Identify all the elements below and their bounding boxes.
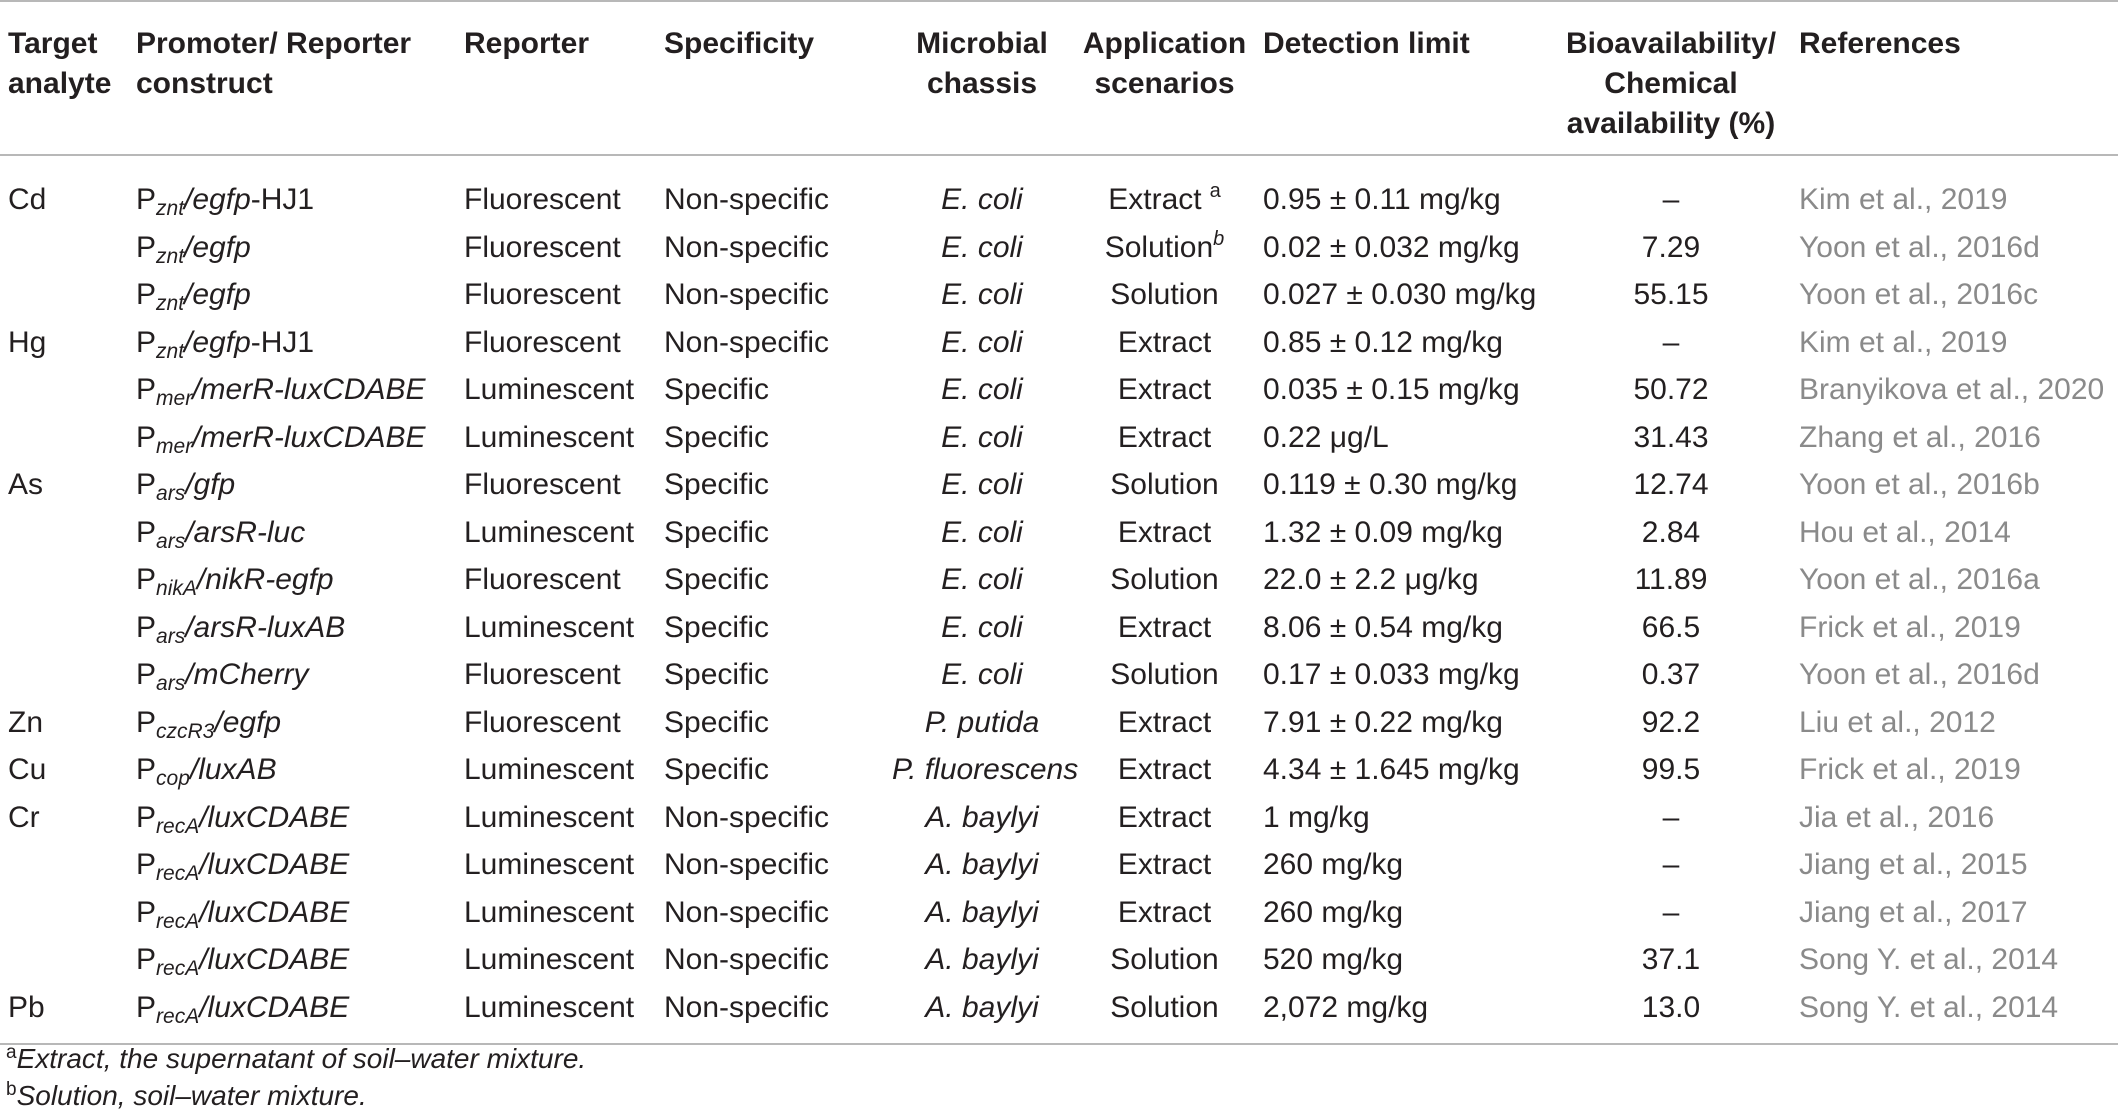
cell-application-scenario: [1072, 984, 1257, 1045]
cell-detection-limit: 8.06 ± 0.54 mg/kg: [1263, 610, 1503, 644]
cell-bioavailability: 92.2: [1641, 705, 1701, 739]
cell-application-scenario: [1072, 936, 1257, 984]
cell-target-analyte: [0, 224, 124, 272]
footnote-marker: b: [1213, 227, 1225, 250]
promoter-subscript: znt: [156, 244, 185, 268]
reporter-gene: /merR-luxCDABE: [192, 373, 426, 406]
cell-specificity: Non-specific: [664, 325, 830, 359]
application-label: Extract: [1117, 325, 1212, 359]
cell-target-analyte: [0, 556, 124, 604]
application-label: Solution: [1110, 468, 1219, 501]
cell-reference: Song Y. et al., 2014: [1799, 943, 2059, 976]
application-label: Extract: [1117, 800, 1212, 834]
cell-detection-limit: 520 mg/kg: [1263, 943, 1404, 976]
cell-promoter-construct: [124, 604, 456, 652]
cell-bioavailability: –: [1662, 895, 1680, 929]
cell-reporter: Fluorescent: [464, 183, 621, 216]
reporter-gene: /merR-luxCDABE: [192, 420, 426, 454]
cell-promoter-construct: [124, 509, 456, 557]
cell-reporter: Luminescent: [464, 373, 635, 406]
cell-promoter-construct: [124, 271, 456, 319]
cell-detection-limit: 0.035 ± 0.15 mg/kg: [1263, 373, 1520, 406]
table-row: [0, 984, 2118, 1045]
reporter-gene: /egfp: [214, 705, 282, 739]
cell-detection-limit: 2,072 mg/kg: [1257, 984, 1555, 1045]
cell-application-scenario: [1072, 319, 1257, 367]
cell-application-scenario: [1072, 651, 1257, 699]
reporter-gene: /egfp: [184, 278, 251, 311]
cell-target-analyte: [0, 746, 124, 794]
reporter-gene: /luxCDABE: [199, 990, 350, 1024]
table-row: [0, 604, 2118, 652]
cell-bioavailability: –: [1662, 183, 1680, 216]
cell-target-analyte: [0, 604, 124, 652]
promoter-letter: P: [136, 753, 157, 786]
cell-promoter-construct: [124, 155, 456, 224]
cell-microbial-chassis: E. coli: [941, 420, 1023, 454]
table-row: [0, 936, 2118, 984]
table-row: [0, 699, 2118, 747]
promoter-subscript: recA: [156, 814, 200, 838]
reporter-gene: /luxCDABE: [199, 895, 350, 929]
cell-bioavailability: 13.0: [1555, 984, 1787, 1045]
cell-microbial-chassis: E. coli: [941, 658, 1023, 691]
cell-reference: Yoon et al., 2016d: [1799, 230, 2040, 264]
cell-reference: Kim et al., 2019: [1799, 325, 2008, 359]
cell-target-analyte: [0, 461, 124, 509]
cell-microbial-chassis: A. baylyi: [925, 943, 1039, 976]
analyte-label: Cd: [8, 183, 47, 216]
cell-specificity: Non-specific: [664, 800, 830, 834]
promoter-letter: P: [136, 468, 157, 501]
cell-reporter: Luminescent: [464, 943, 635, 976]
cell-reference: Branyikova et al., 2020: [1799, 373, 2105, 406]
promoter-subscript: czcR3: [156, 719, 215, 743]
cell-bioavailability: 99.5: [1641, 753, 1701, 786]
application-label: Extract: [1117, 705, 1212, 739]
header-promoter-construct: Promoter/ Reporter construct: [124, 1, 456, 155]
analyte-label: Hg: [8, 325, 47, 359]
cell-bioavailability: 31.43: [1633, 420, 1709, 454]
application-label: Extract: [1117, 848, 1212, 881]
cell-reporter: Luminescent: [464, 753, 635, 786]
cell-reference: Yoon et al., 2016a: [1799, 563, 2040, 596]
reporter-gene: /gfp: [185, 468, 236, 501]
application-label: Extract: [1117, 610, 1212, 644]
table-row: [0, 461, 2118, 509]
cell-detection-limit: 260 mg/kg: [1263, 848, 1404, 881]
footnote-marker: a: [1209, 180, 1221, 202]
analyte-label: Zn: [8, 705, 44, 739]
cell-microbial-chassis: A. baylyi: [925, 848, 1039, 881]
cell-target-analyte: [0, 414, 124, 462]
cell-microbial-chassis: E. coli: [941, 325, 1023, 359]
cell-reporter: Luminescent: [456, 984, 656, 1045]
cell-application-scenario: [1072, 155, 1257, 224]
cell-application-scenario: [1072, 699, 1257, 747]
table-row: [0, 556, 2118, 604]
promoter-letter: P: [136, 373, 157, 406]
application-label: Extract: [1108, 183, 1202, 216]
cell-target-analyte: [0, 651, 124, 699]
cell-bioavailability: 2.84: [1641, 515, 1701, 549]
promoter-letter: P: [136, 943, 157, 976]
table-row: [0, 319, 2118, 367]
promoter-letter: P: [136, 420, 157, 454]
application-label: Solution: [1110, 943, 1219, 976]
promoter-subscript: recA: [156, 957, 200, 980]
footnotes: [6, 1040, 586, 1114]
reporter-gene: /luxCDABE: [199, 848, 350, 881]
cell-detection-limit: 0.02 ± 0.032 mg/kg: [1263, 230, 1520, 264]
promoter-letter: P: [136, 895, 157, 929]
header-target-analyte: Target analyte: [0, 1, 124, 155]
construct-suffix: -HJ1: [250, 183, 315, 216]
table-row: [0, 155, 2118, 224]
table-row: [0, 224, 2118, 272]
cell-reference: Jiang et al., 2015: [1799, 848, 2028, 881]
header-references: References: [1787, 1, 2118, 155]
cell-promoter-construct: [124, 319, 456, 367]
cell-application-scenario: [1072, 556, 1257, 604]
cell-promoter-construct: [124, 841, 456, 889]
cell-microbial-chassis: E. coli: [941, 610, 1023, 644]
cell-reference: Yoon et al., 2016d: [1799, 658, 2040, 691]
cell-reporter: Luminescent: [464, 895, 635, 929]
table-row: [0, 794, 2118, 842]
cell-promoter-construct: [124, 414, 456, 462]
table-row: [0, 889, 2118, 937]
table-row: [0, 651, 2118, 699]
cell-application-scenario: [1072, 889, 1257, 937]
cell-reporter: Luminescent: [464, 420, 635, 454]
promoter-subscript: mer: [156, 387, 193, 410]
application-label: Solution: [1110, 563, 1219, 596]
promoter-letter: P: [136, 800, 157, 834]
cell-promoter-construct: [124, 556, 456, 604]
cell-bioavailability: 12.74: [1633, 468, 1709, 501]
promoter-letter: P: [136, 325, 157, 359]
analyte-label: Cr: [8, 800, 40, 834]
cell-microbial-chassis: E. coli: [941, 373, 1023, 406]
header-row: [0, 1, 2118, 155]
header-specificity: Specificity: [656, 1, 892, 155]
cell-reference: Frick et al., 2019: [1799, 753, 2021, 786]
cell-reporter: Luminescent: [464, 848, 635, 881]
cell-detection-limit: 1 mg/kg: [1263, 800, 1370, 834]
header-microbial-chassis: Microbial chassis: [892, 1, 1072, 155]
cell-bioavailability: –: [1662, 800, 1680, 834]
cell-reference: Song Y. et al., 2014: [1787, 984, 2118, 1045]
cell-microbial-chassis: E. coli: [941, 563, 1023, 596]
cell-specificity: Specific: [664, 373, 770, 406]
application-label: Extract: [1117, 373, 1212, 406]
header-application-scenarios: Application scenarios: [1072, 1, 1257, 155]
cell-target-analyte: [0, 271, 124, 319]
cell-reference: Frick et al., 2019: [1799, 610, 2021, 644]
application-label: Solution: [1110, 658, 1219, 691]
cell-specificity: Non-specific: [664, 183, 830, 216]
promoter-subscript: mer: [156, 434, 193, 458]
promoter-subscript: znt: [156, 339, 185, 363]
table-row: [0, 841, 2118, 889]
cell-promoter-construct: [124, 651, 456, 699]
cell-microbial-chassis: P. putida: [924, 705, 1040, 739]
reporter-gene: /nikR-egfp: [196, 563, 334, 596]
cell-detection-limit: 22.0 ± 2.2 μg/kg: [1263, 563, 1479, 596]
cell-specificity: Specific: [664, 515, 770, 549]
cell-reference: Jiang et al., 2017: [1799, 895, 2028, 929]
application-label: Solution: [1110, 990, 1219, 1024]
footnote-a: $^a$Extract, the supernatant of soil–water mixture.: [6, 1042, 587, 1074]
cell-bioavailability: 11.89: [1634, 563, 1708, 596]
cell-bioavailability: 50.72: [1633, 373, 1709, 406]
header-detection-limit: Detection limit: [1257, 1, 1555, 155]
cell-microbial-chassis: E. coli: [941, 230, 1023, 264]
table-row: [0, 414, 2118, 462]
cell-promoter-construct: [124, 889, 456, 937]
cell-reporter: Fluorescent: [464, 468, 621, 501]
cell-reporter: Fluorescent: [464, 325, 621, 359]
promoter-letter: P: [136, 990, 157, 1024]
cell-microbial-chassis: E. coli: [941, 278, 1023, 311]
application-label: Solution: [1110, 278, 1219, 311]
cell-specificity: Non-specific: [664, 230, 830, 264]
analyte-label: Pb: [8, 990, 45, 1024]
cell-bioavailability: –: [1662, 325, 1680, 359]
cell-reference: Yoon et al., 2016c: [1799, 278, 2039, 311]
promoter-subscript: recA: [156, 909, 200, 933]
promoter-letter: P: [136, 610, 157, 644]
promoter-subscript: recA: [156, 1004, 200, 1028]
reporter-gene: /mCherry: [185, 658, 309, 691]
cell-promoter-construct: [124, 794, 456, 842]
analyte-label: As: [8, 468, 44, 501]
cell-reporter: Luminescent: [464, 515, 635, 549]
cell-detection-limit: 0.17 ± 0.033 mg/kg: [1263, 658, 1520, 691]
cell-microbial-chassis: A. baylyi: [925, 800, 1039, 834]
cell-reporter: Fluorescent: [464, 230, 621, 264]
cell-specificity: Non-specific: [664, 943, 830, 976]
table-row: [0, 746, 2118, 794]
cell-detection-limit: 0.22 μg/L: [1263, 420, 1389, 454]
reporter-gene: /egfp: [184, 230, 251, 264]
cell-detection-limit: 7.91 ± 0.22 mg/kg: [1263, 705, 1503, 739]
cell-detection-limit: 4.34 ± 1.645 mg/kg: [1263, 753, 1520, 786]
cell-target-analyte: [0, 155, 124, 224]
construct-suffix: -HJ1: [250, 325, 315, 359]
promoter-subscript: ars: [156, 529, 186, 553]
promoter-subscript: ars: [156, 624, 186, 648]
cell-reference: Jia et al., 2016: [1799, 800, 1995, 834]
cell-specificity: Specific: [664, 658, 770, 691]
cell-promoter-construct: [124, 699, 456, 747]
cell-microbial-chassis: A. baylyi: [925, 895, 1039, 929]
cell-bioavailability: 37.1: [1641, 943, 1701, 976]
cell-detection-limit: 0.95 ± 0.11 mg/kg: [1263, 183, 1501, 216]
cell-bioavailability: 55.15: [1633, 278, 1709, 311]
cell-promoter-construct: [124, 461, 456, 509]
promoter-subscript: ars: [156, 482, 186, 505]
reporter-gene: /egfp: [184, 325, 251, 359]
cell-target-analyte: [0, 366, 124, 414]
promoter-subscript: nikA: [156, 577, 197, 600]
cell-reporter: Luminescent: [464, 610, 635, 644]
promoter-subscript: recA: [156, 862, 200, 885]
table-row: [0, 509, 2118, 557]
cell-application-scenario: [1072, 271, 1257, 319]
cell-specificity: Specific: [664, 753, 770, 786]
cell-microbial-chassis: A. baylyi: [892, 984, 1072, 1045]
cell-reporter: Fluorescent: [464, 658, 621, 691]
cell-reference: Liu et al., 2012: [1799, 705, 1996, 739]
application-label: Extract: [1117, 420, 1212, 454]
cell-specificity: Specific: [664, 610, 770, 644]
cell-bioavailability: 7.29: [1641, 230, 1701, 264]
promoter-subscript: znt: [156, 197, 185, 220]
reporter-gene: /luxAB: [189, 753, 277, 786]
cell-bioavailability: 66.5: [1641, 610, 1701, 644]
cell-promoter-construct: [124, 224, 456, 272]
cell-bioavailability: –: [1662, 848, 1680, 881]
cell-specificity: Non-specific: [664, 278, 830, 311]
cell-reference: Kim et al., 2019: [1799, 183, 2008, 216]
header-bioavailability: Bioavailability/ Chemical availability (%): [1555, 1, 1787, 155]
promoter-letter: P: [136, 230, 157, 264]
cell-specificity: Non-specific: [664, 848, 830, 881]
promoter-letter: P: [136, 848, 157, 881]
cell-specificity: Non-specific: [664, 895, 830, 929]
table-body: [0, 155, 2118, 1044]
cell-application-scenario: [1072, 366, 1257, 414]
cell-specificity: Non-specific: [656, 984, 892, 1045]
cell-specificity: Specific: [664, 705, 770, 739]
promoter-subscript: cop: [156, 767, 190, 790]
table-row: [0, 366, 2118, 414]
cell-application-scenario: [1072, 604, 1257, 652]
promoter-letter: P: [136, 563, 157, 596]
reporter-gene: /arsR-luc: [185, 515, 306, 549]
cell-microbial-chassis: E. coli: [941, 515, 1023, 549]
cell-target-analyte: [0, 794, 124, 842]
cell-target-analyte: [0, 889, 124, 937]
cell-detection-limit: 1.32 ± 0.09 mg/kg: [1263, 515, 1503, 549]
cell-reference: Hou et al., 2014: [1799, 515, 2011, 549]
reporter-gene: /luxCDABE: [199, 800, 350, 834]
cell-detection-limit: 260 mg/kg: [1263, 895, 1404, 929]
cell-detection-limit: 0.027 ± 0.030 mg/kg: [1263, 278, 1537, 311]
footnote-b: $^b$Solution, soil–water mixture.: [6, 1079, 367, 1111]
cell-bioavailability: 0.37: [1641, 658, 1701, 691]
header-reporter: Reporter: [456, 1, 656, 155]
promoter-letter: P: [136, 183, 157, 216]
cell-promoter-construct: [124, 746, 456, 794]
cell-target-analyte: [0, 319, 124, 367]
cell-application-scenario: [1072, 746, 1257, 794]
cell-application-scenario: [1072, 841, 1257, 889]
promoter-letter: P: [136, 515, 157, 549]
cell-reporter: Fluorescent: [464, 278, 621, 311]
cell-target-analyte: [0, 841, 124, 889]
reporter-gene: /luxCDABE: [199, 943, 350, 976]
table-row: [0, 271, 2118, 319]
cell-application-scenario: [1072, 461, 1257, 509]
cell-specificity: Specific: [664, 468, 770, 501]
promoter-letter: P: [136, 705, 157, 739]
analyte-label: Cu: [8, 753, 47, 786]
reporter-gene: /egfp: [184, 183, 251, 216]
cell-detection-limit: 0.85 ± 0.12 mg/kg: [1263, 325, 1503, 359]
promoter-subscript: ars: [156, 672, 186, 695]
cell-application-scenario: [1072, 794, 1257, 842]
application-label: Solution: [1104, 230, 1214, 264]
cell-microbial-chassis: P. fluorescens: [892, 753, 1079, 786]
cell-reporter: Luminescent: [464, 800, 635, 834]
application-label: Extract: [1117, 753, 1212, 786]
cell-promoter-construct: [124, 984, 456, 1045]
cell-specificity: Specific: [664, 563, 770, 596]
cell-reporter: Fluorescent: [464, 563, 621, 596]
cell-application-scenario: [1072, 414, 1257, 462]
promoter-letter: P: [136, 658, 157, 691]
reporter-gene: /arsR-luxAB: [185, 610, 346, 644]
cell-target-analyte: [0, 936, 124, 984]
cell-promoter-construct: [124, 366, 456, 414]
cell-detection-limit: 0.119 ± 0.30 mg/kg: [1263, 468, 1518, 501]
cell-reference: Zhang et al., 2016: [1799, 420, 2041, 454]
cell-specificity: Specific: [664, 420, 770, 454]
application-label: Extract: [1117, 515, 1212, 549]
cell-application-scenario: [1072, 509, 1257, 557]
promoter-letter: P: [136, 278, 157, 311]
cell-promoter-construct: [124, 936, 456, 984]
promoter-subscript: znt: [156, 292, 185, 315]
cell-microbial-chassis: E. coli: [941, 183, 1023, 216]
cell-microbial-chassis: E. coli: [941, 468, 1023, 501]
cell-target-analyte: [0, 509, 124, 557]
cell-target-analyte: [0, 699, 124, 747]
application-label: Extract: [1117, 895, 1212, 929]
cell-reporter: Fluorescent: [464, 705, 621, 739]
cell-application-scenario: [1072, 224, 1257, 272]
cell-target-analyte: [0, 984, 124, 1045]
cell-reference: Yoon et al., 2016b: [1799, 468, 2040, 501]
